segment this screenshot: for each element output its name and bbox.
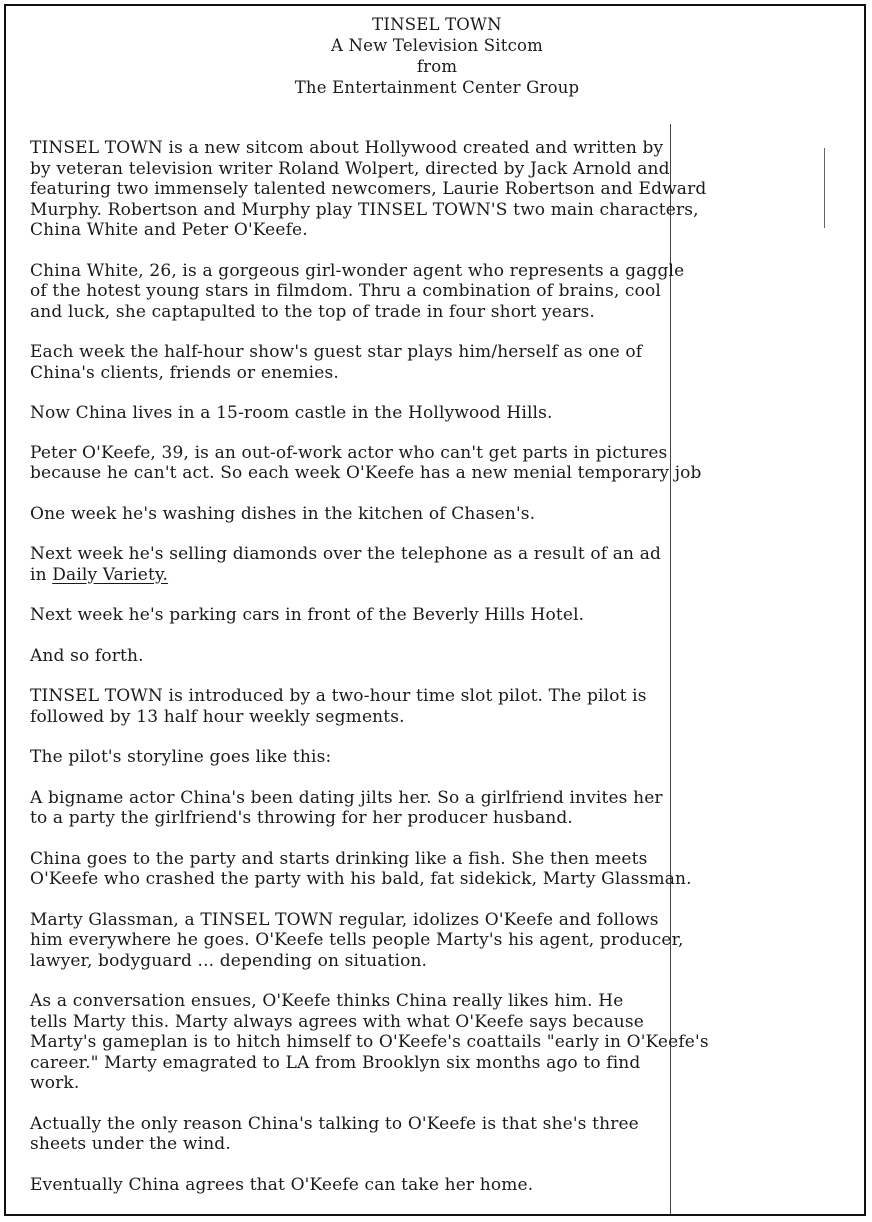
text-line: Murphy. Robertson and Murphy play TINSEL TOWN'S two main characters, bbox=[30, 199, 699, 220]
text-line: One week he's washing dishes in the kitchen of Chasen's. bbox=[30, 503, 536, 524]
text-line: As a conversation ensues, O'Keefe thinks China really likes him. He bbox=[30, 991, 624, 1011]
paragraph bbox=[30, 686, 850, 727]
text-line: Next week he's selling diamonds over the telephone as a result of an ad bbox=[30, 544, 662, 564]
text-line: Next week he's parking cars in front of the Beverly Hills Hotel. bbox=[30, 605, 585, 625]
paragraph bbox=[30, 1175, 850, 1196]
text-line: Actually the only reason China's talking to O'Keefe is that she's three bbox=[30, 1113, 639, 1134]
text-line: TINSEL TOWN is a new sitcom about Hollywood created and written by bbox=[30, 138, 664, 158]
text-line: TINSEL TOWN is introduced by a two-hour time slot pilot. The pilot is bbox=[30, 686, 647, 706]
text-line: sheets under the wind. bbox=[30, 1134, 231, 1154]
paragraph bbox=[30, 261, 850, 323]
text-line: because he can't act. So each week O'Keefe has a new menial temporary job bbox=[30, 463, 702, 483]
text-line: Marty Glassman, a TINSEL TOWN regular, idolizes O'Keefe and follows bbox=[30, 909, 659, 930]
text-line: A bigname actor China's been dating jilts her. So a girlfriend invites her bbox=[30, 787, 663, 808]
text-line: of the hotest young stars in filmdom. Thru a combination of brains, cool bbox=[30, 281, 661, 301]
text-line bbox=[30, 565, 850, 586]
text-line: lawyer, bodyguard ... depending on situation. bbox=[30, 950, 428, 971]
paragraph bbox=[30, 1114, 850, 1155]
text-line: China White and Peter O'Keefe. bbox=[30, 220, 308, 240]
paragraph bbox=[30, 605, 850, 626]
header-from: from bbox=[416, 57, 458, 76]
text-line: Each week the half-hour show's guest star plays him/herself as one of bbox=[30, 342, 643, 362]
text-line: Marty's gameplan is to hitch himself to O'Keefe's coattails "early in O'Keefe's bbox=[30, 1032, 709, 1052]
text-line: Peter O'Keefe, 39, is an out-of-work actor who can't get parts in pictures bbox=[30, 442, 668, 463]
paragraph bbox=[30, 849, 850, 890]
document-title: TINSEL TOWN bbox=[372, 15, 502, 34]
paragraph bbox=[30, 788, 850, 829]
text-line: by veteran television writer Roland Wolpert, directed by Jack Arnold and bbox=[30, 158, 670, 179]
paragraph bbox=[30, 342, 850, 383]
text-line: Eventually China agrees that O'Keefe can take her home. bbox=[30, 1174, 534, 1195]
paragraph bbox=[30, 403, 850, 424]
document-body bbox=[30, 118, 850, 1195]
paragraph bbox=[30, 544, 850, 585]
text-line: O'Keefe who crashed the party with his bald, fat sidekick, Marty Glassman. bbox=[30, 869, 692, 889]
text-line: China White, 26, is a gorgeous girl-wonder agent who represents a gaggle bbox=[30, 260, 685, 281]
paragraph bbox=[30, 747, 850, 768]
paragraph bbox=[30, 991, 850, 1094]
paragraph bbox=[30, 504, 850, 525]
underlined-publication-title: Daily Variety. bbox=[52, 564, 169, 585]
text-line: work. bbox=[30, 1073, 80, 1093]
text-line: China goes to the party and starts drinking like a fish. She then meets bbox=[30, 848, 648, 869]
text-fragment: in bbox=[30, 564, 53, 585]
text-line: And so forth. bbox=[30, 645, 144, 666]
text-line: Now China lives in a 15-room castle in the Hollywood Hills. bbox=[30, 403, 553, 423]
text-line: China's clients, friends or enemies. bbox=[30, 362, 339, 383]
text-line: to a party the girlfriend's throwing for her producer husband. bbox=[30, 808, 573, 828]
text-line: tells Marty this. Marty always agrees with what O'Keefe says because bbox=[30, 1011, 644, 1032]
paragraph bbox=[30, 646, 850, 667]
paragraph bbox=[30, 443, 850, 484]
document-header bbox=[6, 14, 866, 98]
paragraph bbox=[30, 138, 850, 241]
text-line: featuring two immensely talented newcomers, Laurie Robertson and Edward bbox=[30, 179, 707, 199]
document-page bbox=[4, 4, 866, 1216]
text-line: him everywhere he goes. O'Keefe tells people Marty's his agent, producer, bbox=[30, 930, 684, 950]
header-company: The Entertainment Center Group bbox=[294, 78, 580, 97]
text-line: The pilot's storyline goes like this: bbox=[30, 747, 332, 767]
paragraph bbox=[30, 910, 850, 972]
text-line: followed by 13 half hour weekly segments. bbox=[30, 706, 405, 727]
document-subtitle: A New Television Sitcom bbox=[330, 36, 544, 55]
text-line: career." Marty emagrated to LA from Brooklyn six months ago to find bbox=[30, 1052, 641, 1073]
text-line: and luck, she captapulted to the top of trade in four short years. bbox=[30, 301, 595, 322]
